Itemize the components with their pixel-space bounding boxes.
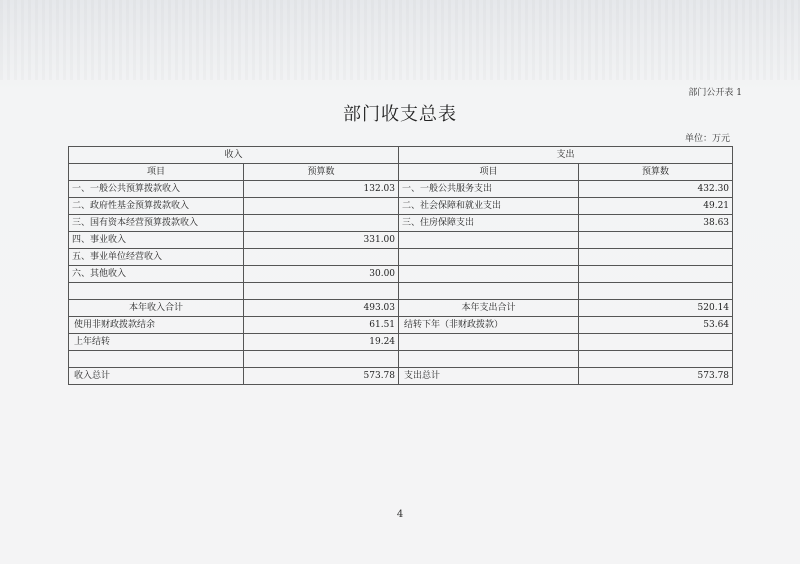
income-value [244, 198, 399, 215]
table-row [69, 266, 733, 283]
income-total-label: 收入总计 [69, 368, 244, 385]
income-value: 61.51 [244, 317, 399, 334]
expense-value [579, 351, 733, 368]
table-row [69, 181, 733, 198]
expense-item [399, 334, 579, 351]
expense-item [399, 249, 579, 266]
expense-value [579, 283, 733, 300]
unit-label: 单位：万元 [684, 134, 730, 144]
income-subtotal-label: 本年收入合计 [69, 300, 244, 317]
income-value: 132.03 [244, 181, 399, 198]
expense-item: 二、社会保障和就业支出 [399, 198, 579, 215]
income-value [244, 351, 399, 368]
expense-item: 三、住房保障支出 [399, 215, 579, 232]
expense-item: 一、一般公共服务支出 [399, 181, 579, 198]
income-item: 五、事业单位经营收入 [69, 249, 244, 266]
page-number: 4 [396, 509, 404, 520]
income-item: 使用非财政拨款结余 [69, 317, 244, 334]
scan-texture [0, 0, 800, 80]
revenue-expenditure-table [68, 146, 733, 385]
income-item: 六、其他收入 [69, 266, 244, 283]
income-item-header: 项目 [69, 164, 244, 181]
income-item: 一、一般公共预算拨款收入 [69, 181, 244, 198]
expense-value: 432.30 [579, 181, 733, 198]
expense-header: 支出 [399, 147, 733, 164]
subtotal-row [69, 300, 733, 317]
income-value: 19.24 [244, 334, 399, 351]
expense-item-header: 项目 [399, 164, 579, 181]
expense-subtotal-label: 本年支出合计 [399, 300, 579, 317]
expense-value [579, 334, 733, 351]
income-item: 三、国有资本经营预算拨款收入 [69, 215, 244, 232]
expense-total-label: 支出总计 [399, 368, 579, 385]
expense-value: 53.64 [579, 317, 733, 334]
table-row [69, 198, 733, 215]
income-value: 30.00 [244, 266, 399, 283]
table-row [69, 351, 733, 368]
income-item [69, 283, 244, 300]
table-row [69, 334, 733, 351]
income-item: 二、政府性基金预算拨款收入 [69, 198, 244, 215]
income-item: 四、事业收入 [69, 232, 244, 249]
expense-value: 38.63 [579, 215, 733, 232]
income-value: 331.00 [244, 232, 399, 249]
expense-item [399, 266, 579, 283]
income-value [244, 215, 399, 232]
expense-item [399, 351, 579, 368]
income-total-value: 573.78 [244, 368, 399, 385]
expense-value [579, 249, 733, 266]
expense-item [399, 283, 579, 300]
income-value [244, 283, 399, 300]
expense-value: 49.21 [579, 198, 733, 215]
table-row [69, 283, 733, 300]
income-subtotal-value: 493.03 [244, 300, 399, 317]
form-number: 部门公开表 1 [688, 88, 742, 98]
expense-total-value: 573.78 [579, 368, 733, 385]
total-row [69, 368, 733, 385]
expense-subtotal-value: 520.14 [579, 300, 733, 317]
expense-item: 结转下年（非财政拨款） [399, 317, 579, 334]
expense-item [399, 232, 579, 249]
expense-value [579, 266, 733, 283]
income-header: 收入 [69, 147, 399, 164]
income-value [244, 249, 399, 266]
table-row [69, 249, 733, 266]
income-item [69, 351, 244, 368]
table-row [69, 215, 733, 232]
expense-value [579, 232, 733, 249]
table-section-header-row [69, 147, 733, 164]
income-budget-header: 预算数 [244, 164, 399, 181]
table-column-header-row [69, 164, 733, 181]
table-row [69, 232, 733, 249]
page-title: 部门收支总表 [343, 104, 457, 125]
income-item: 上年结转 [69, 334, 244, 351]
expense-budget-header: 预算数 [579, 164, 733, 181]
table-row [69, 317, 733, 334]
